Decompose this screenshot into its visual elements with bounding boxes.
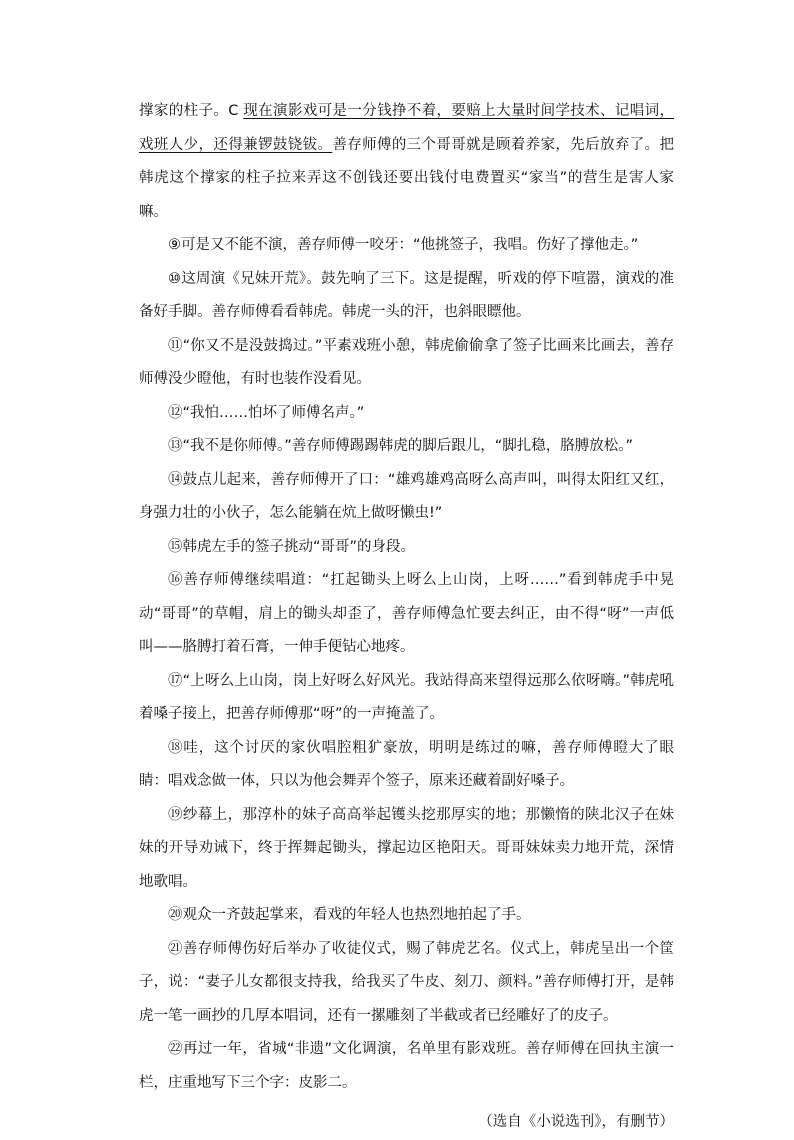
article-page <box>139 95 674 1140</box>
paragraph-13: ⑬“我不是你师傅。”善存师傅踢踢韩虎的脚后跟儿，“脚扎稳，胳膊放松。” <box>168 438 634 454</box>
paragraph-17: ⑰“上呀么上山岗，岗上好呀么好风光。我站得高来望得远那么依呀嗨。”韩虎吼着嗓子接上，把善存师傅那“呀”的一声掩盖了。 <box>139 672 674 722</box>
paragraph-21: ㉑善存师傅伤好后举办了收徒仪式，赐了韩虎艺名。仪式上，韩虎呈出一个筐子，说：“妻子儿女都很支持我，给我买了牛皮、刻刀、颜料。”善存师傅打开，是韩虎一笔一画抄的几厚本唱词，还有一摞雕刻了半截或者已经雕好了的皮子。 <box>139 940 674 1024</box>
paragraph-10: ⑩这周演《兄妹开荒》。鼓先响了三下。这是提醒，听戏的停下喧嚣，演戏的准备好手脚。善存师傅看看韩虎。韩虎一头的汗，也斜眼瞟他。 <box>139 270 674 320</box>
paragraph-22: ㉒再过一年，省城“非遗”文化调演，名单里有影戏班。善存师傅在回执主演一栏，庄重地写下三个字：皮影二。 <box>139 1041 674 1091</box>
paragraph-continued <box>139 95 674 229</box>
text-segment: 撑家的柱子。C <box>139 103 244 119</box>
paragraph-18: ⑱哇，这个讨厌的家伙唱腔粗犷豪放，明明是练过的嘛，善存师傅瞪大了眼睛：唱戏念做一体，只以为他会舞弄个签子，原来还藏着副好嗓子。 <box>139 739 674 789</box>
paragraph-9: ⑨可是又不能不演，善存师傅一咬牙：“他挑签子，我唱。伤好了撑他走。” <box>168 237 639 253</box>
source-citation: （选自《小说选刊》，有删节） <box>478 1114 674 1130</box>
paragraph-19: ⑲纱幕上，那淳朴的妹子高高举起镬头挖那厚实的地；那懒惰的陕北汉子在妹妹的开导劝诫下，终于挥舞起锄头，撑起边区艳阳天。哥哥妹妹卖力地开荒，深情地歌唱。 <box>139 806 674 890</box>
paragraph-15: ⑮韩虎左手的签子挑动“哥哥”的身段。 <box>168 538 416 555</box>
paragraph-12: ⑫“我怕……怕坏了师傅名声。” <box>168 404 365 421</box>
text-segment: 善存师傅的三个哥哥就是顾着养家，先后放弃了。把韩虎这个撑家的柱子拉来弄这不创钱还要出钱付电费置买“家当”的营生是害人家嘛。 <box>139 136 674 220</box>
paragraph-20: ⑳观众一齐鼓起掌来，看戏的年轻人也热烈地拍起了手。 <box>168 907 531 923</box>
paragraph-11: ⑪“你又不是没鼓捣过。”平素戏班小憩，韩虎偷偷拿了签子比画来比画去，善存师傅没少瞪他，有时也装作没看见。 <box>139 337 674 387</box>
paragraph-16: ⑯善存师傅继续唱道：“扛起锄头上呀么上山岗，上呀……”看到韩虎手中晃动“哥哥”的草帽，肩上的锄头却歪了，善存师傅急忙要去纠正，由不得“呀”一声低叫——胳膊打着石膏，一伸手便钻心地疼。 <box>139 572 674 655</box>
underlined-sentence-c: 现在演影戏可是一分钱挣不着，要赔上大量时间学技术、记唱词，戏班人少，还得兼锣鼓铙钹。 <box>139 103 675 153</box>
paragraph-14: ⑭鼓点儿起来，善存师傅开了口：“雄鸡雄鸡高呀么高声叫，叫得太阳红又红，身强力壮的小伙子，怎么能躺在炕上做呀懒虫!” <box>139 471 674 521</box>
